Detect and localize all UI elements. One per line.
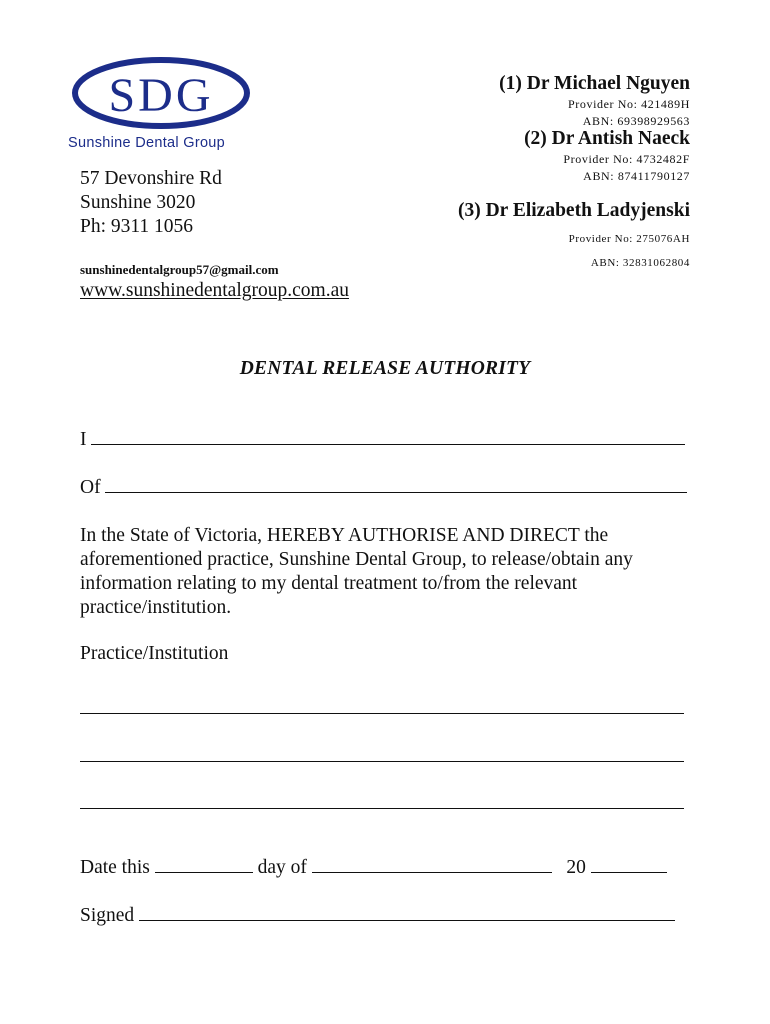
date-line: [80, 857, 667, 879]
doctor-3-provider: Provider No: 275076AH: [568, 233, 690, 245]
month-field[interactable]: [312, 871, 552, 873]
practice-email: sunshinedentalgroup57@gmail.com: [80, 262, 279, 277]
practice-line-2[interactable]: [80, 761, 684, 762]
doctor-3-abn: ABN: 32831062804: [590, 257, 690, 269]
name-line: [80, 429, 685, 451]
sdg-logo-mark: [68, 55, 254, 135]
address-suburb: Sunshine 3020: [80, 192, 196, 213]
name-field[interactable]: [91, 443, 685, 445]
year-prefix-label: 20: [566, 857, 586, 878]
form-title: DENTAL RELEASE AUTHORITY: [239, 358, 531, 379]
doctor-2-provider: Provider No: 4732482F: [563, 152, 690, 166]
practice-line-3[interactable]: [80, 808, 684, 809]
practice-line-1[interactable]: [80, 713, 684, 714]
doctor-2-abn: ABN: 87411790127: [583, 169, 690, 183]
practice-website-link[interactable]: www.sunshinedentalgroup.com.au: [80, 280, 349, 301]
signature-field[interactable]: [139, 919, 675, 921]
doctor-1-provider: Provider No: 421489H: [568, 97, 690, 111]
logo-practice-name: Sunshine Dental Group: [68, 135, 226, 151]
logo-initials: SDG: [108, 69, 214, 122]
practice-label: Practice/Institution: [80, 643, 229, 664]
day-of-label: day of: [257, 857, 307, 878]
doctor-3-name: (3) Dr Elizabeth Ladyjenski: [457, 200, 690, 221]
year-field[interactable]: [591, 871, 667, 873]
doctor-1-name: (1) Dr Michael Nguyen: [499, 73, 690, 94]
of-line: [80, 477, 687, 499]
signed-label: Signed: [80, 905, 135, 926]
signed-line: [80, 905, 675, 927]
day-field[interactable]: [155, 871, 253, 873]
i-label: I: [80, 429, 87, 450]
address-field[interactable]: [105, 491, 687, 493]
doctor-2-name: (2) Dr Antish Naeck: [524, 128, 690, 149]
doctor-1-abn: ABN: 69398929563: [582, 114, 690, 128]
of-label: Of: [80, 477, 101, 498]
address-street: 57 Devonshire Rd: [80, 168, 222, 189]
authorisation-text: In the State of Victoria, HEREBY AUTHORISE AND DIRECT the aforementioned practice, Sunshine Dental Group, to release/obtain any information relating to my dental treatment to/from the relevant practice/institution.: [80, 525, 633, 618]
address-phone: Ph: 9311 1056: [80, 216, 194, 237]
date-label: Date this: [80, 857, 150, 878]
